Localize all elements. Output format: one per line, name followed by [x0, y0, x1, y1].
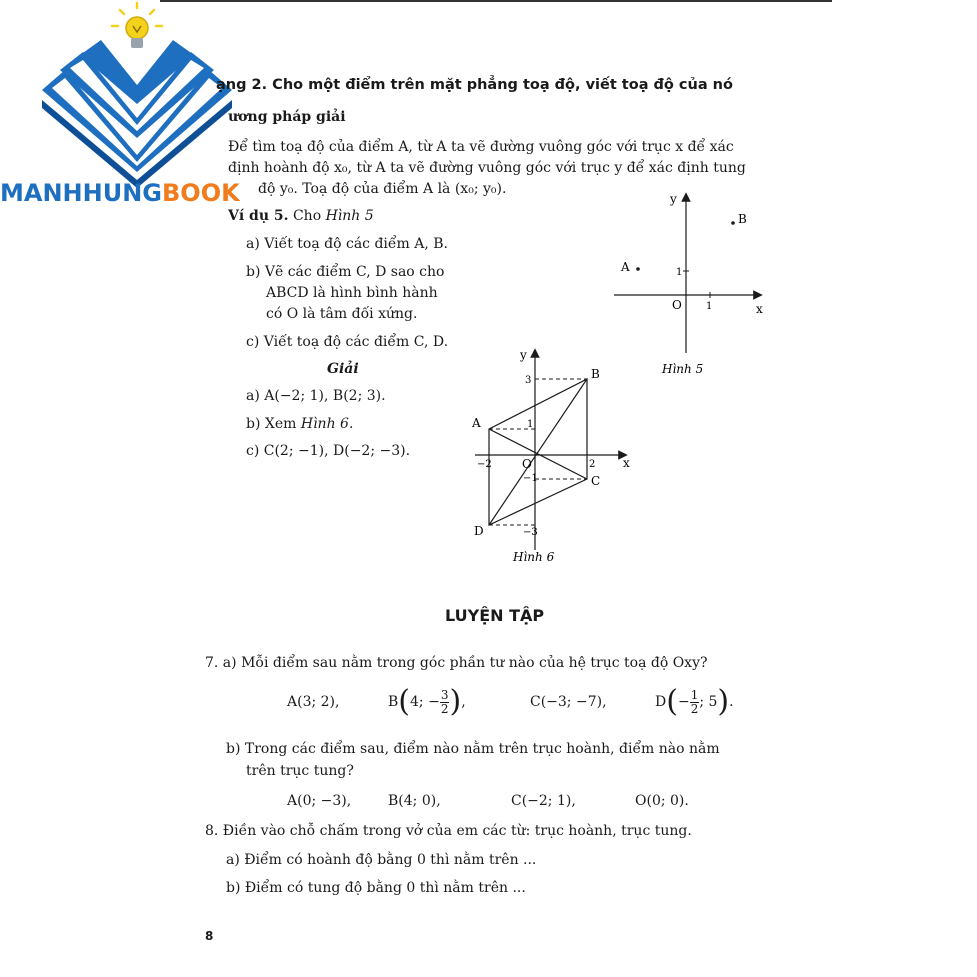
example-label: Ví dụ 5.: [228, 208, 289, 224]
q7b-point-b: B(4; 0),: [388, 793, 441, 809]
logo-word-manhhung: MANHHUNG: [0, 179, 162, 207]
fig6-label-x: x: [623, 456, 630, 470]
fig6-label-origin: O: [522, 457, 532, 471]
fig6-tick-y-1: 1: [527, 419, 534, 430]
q7a-b-paren-close: ): [449, 684, 462, 719]
solution-c: c) C(2; −1), D(−2; −3).: [246, 443, 411, 459]
q7b-line-1: b) Trong các điểm sau, điểm nào nằm trên trục hoành, điểm nào nằm: [226, 741, 720, 757]
solution-heading: Giải: [327, 361, 359, 377]
q7a-d-label: D: [655, 694, 667, 710]
logo: [0, 0, 280, 215]
q7b-point-c: C(−2; 1),: [511, 793, 576, 809]
q7b-point-o: O(0; 0).: [635, 793, 689, 809]
q7b-line-2: trên trục tung?: [246, 763, 354, 779]
solution-a: a) A(−2; 1), B(2; 3).: [246, 388, 386, 404]
fig5-label-y: y: [670, 192, 677, 206]
fig5-point-a: [636, 267, 640, 271]
fig5-label-origin: O: [672, 298, 682, 312]
q7a-point-c: C(−3; −7),: [530, 694, 607, 710]
page-number: 8: [205, 929, 214, 943]
fig5-label-x: x: [756, 302, 763, 316]
q7a-d-minus: −: [677, 694, 690, 710]
solution-b: [246, 416, 353, 432]
example-part-a: a) Viết toạ độ các điểm A, B.: [246, 236, 448, 252]
q7a-b-first: 4; −: [410, 694, 440, 710]
example-part-b-1: b) Vẽ các điểm C, D sao cho: [246, 264, 445, 280]
fig6-tick-x-neg2: −2: [477, 459, 492, 470]
method-heading: ương pháp giải: [228, 109, 346, 125]
q8b-text: b) Điểm có tung độ bằng 0 thì nằm trên ...: [226, 880, 526, 896]
example-part-b-2: ABCD là hình bình hành: [266, 285, 438, 301]
q7b-point-a: A(0; −3),: [287, 793, 352, 809]
method-line-2: định hoành độ x₀, từ A ta vẽ đường vuông góc với trục y để xác định tung: [228, 160, 746, 176]
q7a-text: 7. a) Mỗi điểm sau nằm trong góc phần tư nào của hệ trục toạ độ Oxy?: [205, 655, 708, 671]
q7a-point-a: A(3; 2),: [287, 694, 340, 710]
fig5-label-b: B: [738, 212, 747, 226]
q7a-b-num: 3: [440, 687, 449, 702]
q7a-d-fraction: [690, 689, 700, 716]
practice-title: LUYỆN TẬP: [445, 606, 545, 625]
q7a-d-paren-open: (: [666, 684, 678, 719]
q7a-point-b: [388, 684, 466, 720]
fig6-label-d: D: [474, 524, 484, 538]
example-part-c: c) Viết toạ độ các điểm C, D.: [246, 334, 449, 350]
q7a-b-fraction: [440, 689, 450, 716]
q8-text: 8. Điền vào chỗ chấm trong vở của em các từ: trục hoành, trục tung.: [205, 823, 692, 839]
logo-word-book: BOOK: [162, 179, 240, 207]
q8a-text: a) Điểm có hoành độ bằng 0 thì nằm trên ...: [226, 852, 537, 868]
fig5-caption: Hình 5: [662, 362, 704, 375]
fig6-caption: Hình 6: [513, 550, 555, 564]
fig5-label-a: A: [621, 260, 630, 274]
q7a-b-label: B: [388, 694, 399, 710]
q7a-b-paren-open: (: [398, 684, 411, 719]
fig5-tick-x: 1: [706, 301, 713, 312]
example-part-b-3: có O là tâm đối xứng.: [266, 306, 418, 322]
fig6-label-a: A: [472, 416, 481, 430]
method-line-3: độ y₀. Toạ độ của điểm A là (x₀; y₀).: [258, 181, 507, 197]
fig6-label-y: y: [520, 348, 527, 362]
fig6-tick-y-neg3: −3: [523, 527, 538, 538]
fig6-label-c: C: [591, 474, 601, 488]
q7a-point-d: [655, 684, 734, 720]
fig5-point-b: [731, 221, 735, 225]
fig6-tick-y-neg1: −1: [523, 473, 538, 484]
example-heading: [228, 208, 374, 224]
section-title: ạng 2. Cho một điểm trên mặt phẳng toạ độ, viết toạ độ của nó: [216, 77, 733, 93]
solution-b-suffix: .: [348, 416, 354, 432]
q7a-d-end: .: [729, 694, 734, 710]
fig6-tick-x-2: 2: [589, 459, 596, 470]
figure-6: [465, 345, 645, 570]
logo-text: [0, 178, 240, 208]
example-figure-ref: Hình 5: [325, 208, 374, 224]
q7a-b-den: 2: [440, 701, 449, 716]
solution-b-prefix: b) Xem: [246, 416, 301, 432]
q7a-b-end: ,: [461, 694, 466, 710]
fig6-tick-y-3: 3: [525, 375, 532, 386]
solution-b-ref: Hình 6: [300, 416, 349, 432]
example-heading-text: Cho: [288, 208, 326, 224]
q7a-d-paren-close: ): [717, 684, 730, 719]
method-line-1: Để tìm toạ độ của điểm A, từ A ta vẽ đường vuông góc với trục x để xác: [228, 139, 734, 155]
q7a-d-num: 1: [690, 687, 699, 702]
fig5-tick-y: 1: [676, 267, 683, 278]
q7a-d-den: 2: [690, 701, 699, 716]
q7a-d-rest: ; 5: [699, 694, 718, 710]
fig6-label-b: B: [591, 367, 600, 381]
